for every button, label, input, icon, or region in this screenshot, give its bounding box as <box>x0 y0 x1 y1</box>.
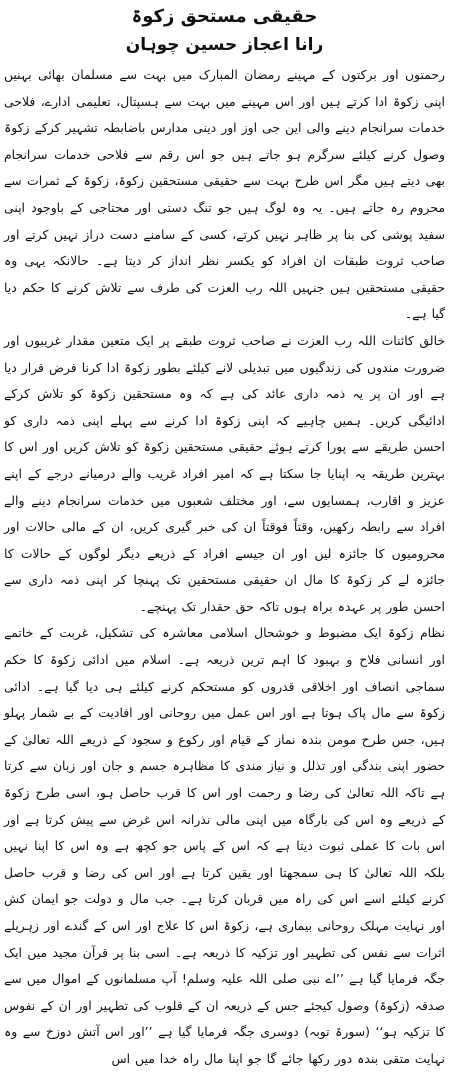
article-author: رانا اعجاز حسین چوہان <box>125 35 324 55</box>
article-paragraph-3: نظام زکوۃ ایک مضبوط و خوشحال اسلامی معاشرہ کی تشکیل، غربت کے خاتمے اور انسانی فلاح و بہبود کا اہم ترین ذریعہ ہے۔ اسلام میں ادائی زکوۃ کا حکم سماجی انصاف اور اخلاقی قدروں کو مستحکم کرنے کیلئے ہی دیا گیا ہے۔ ادائی زکوۃ سے مال پاک ہوتا ہے اور اس عمل میں روحانی اور افادیت کے بے شمار پہلو ہیں، جس طرح مومن بندہ نماز کے قیام اور رکوع و سجود کے ذریعے اللہ تعالیٰ کے حضور اپنی بندگی اور تذلل و نیاز مندی کا مظاہرہ جسم و جان اور زبان سے کرتا ہے تاکہ اللہ تعالیٰ کی رضا و رحمت اور اس کا قرب حاصل ہو، اسی طرح زکوۃ کے ذریعے وہ اس کی بارگاہ میں اپنی مالی نذرانہ اس غرض سے پیش کرتا ہے اور اس بات کا عملی ثبوت دیتا ہے کہ اس کے پاس جو کچھ ہے وہ اس کا اپنا نہیں بلکہ اللہ تعالیٰ کا ہی سمجھتا اور یقین کرتا ہے اور اس کی رضا و قرب حاصل کرنے کیلئے اسے اس کی راہ میں قربان کرتا ہے۔ جب مال و دولت جو ایمان کش اور نہایت مہلک روحانی بیماری ہے، زکوۃ اس کا علاج اور اس کے گندے اور زہریلے اثرات سے نفس کی تطہیر اور تزکیہ کا ذریعہ ہے۔ اسی بنا پر قرآن مجید میں ایک جگہ فرمایا گیا ہے ’’اے نبی صلی اللہ علیہ وسلم! آپ مسلمانوں کے اموال میں سے صدقہ (زکوۃ) وصول کیجئے جس کے ذریعہ ان کے قلوب کی تطہیر اور ان کے نفوس کا تزکیہ ہو‘‘ (سورۃ توبہ) دوسری جگہ فرمایا گیا ہے ’’اور اس آتش دوزخ سے وہ نہایت متقی بندہ دور رکھا جائے گا جو اپنا مال راہ خدا میں اس <box>4 625 445 1066</box>
article-paragraph-2: خالق کائنات اللہ رب العزت نے صاحب ثروت طبقے پر ایک متعین مقدار غریبوں اور ضرورت مندوں کی زندگیوں میں تبدیلی لانے کیلئے بطور زکوۃ ادا کرنا فرض قرار دیا ہے اور ان پر یہ ذمہ داری عائد کی ہے کہ وہ مستحقین زکوۃ کو تلاش کرکے ادائیگی کریں۔ ہمیں چاہیے کہ اپنی زکوۃ ادا کرنے سے پہلے اپنی ذمہ داری کو احسن طریقے سے پورا کرتے ہوئے حقیقی مستحقین زکوۃ کو تلاش کریں اور اس کا بہترین طریقہ یہ اپنایا جا سکتا ہے کہ امیر افراد غریب والے درمیانے درجے کے اپنے عزیز و اقارب، ہمسایوں سے، اور مختلف شعبوں میں خدمات سرانجام دینے والے افراد سے رابطہ رکھیں، وقتاً فوقتاً ان کی خبر گیری کریں، ان کے مالی حالات اور محرومیوں کا جائزہ لیں اور ان جیسے افراد کے ذریعے دیگر لوگوں کے حالات کا جائزہ لے کر زکوۃ کا مال ان حقیقی مستحقین تک پہنچا کر اپنی ذمہ داری سے احسن طور پر عہدہ براہ ہوں تاکہ حق حقدار تک پہنچے۔ <box>4 332 445 614</box>
article-title: حقیقی مستحق زکوۃ <box>131 6 318 27</box>
article-paragraph-1: رحمتوں اور برکتوں کے مہینے رمضان المبارک میں بہت سے مسلمان بھائی بہنیں اپنی زکوۃ ادا کرتے ہیں اور اس مہینے میں بہت سے ہسپتال، تعلیمی ادارے، فلاحی خدمات سرانجام دینے والی این جی اوز اور دینی مدارس باضابطہ تشہیر کرکے زکوۃ وصول کرنے کیلئے سرگرم ہو جاتے ہیں جو اس رقم سے فلاحی خدمات سرانجام بھی دیتے ہیں مگر اس طرح بہت سے حقیقی مستحقین زکوۃ، زکوۃ کے ثمرات سے محروم رہ جاتے ہیں۔ یہ وہ لوگ ہیں جو تنگ دستی اور محتاجی کے باوجود اپنی سفید پوشی کی بنا پر ظاہر نہیں کرتے، کسی کے سامنے دست دراز نہیں کرتے اور صاحب ثروت طبقات ان افراد کو یکسر نظر انداز کر دیتا ہے۔ حالانکہ یہی وہ حقیقی مستحقین ہیں جنہیں اللہ رب العزت کی طرف سے تلاش کرنے کا حکم دیا گیا ہے۔ <box>4 67 445 322</box>
